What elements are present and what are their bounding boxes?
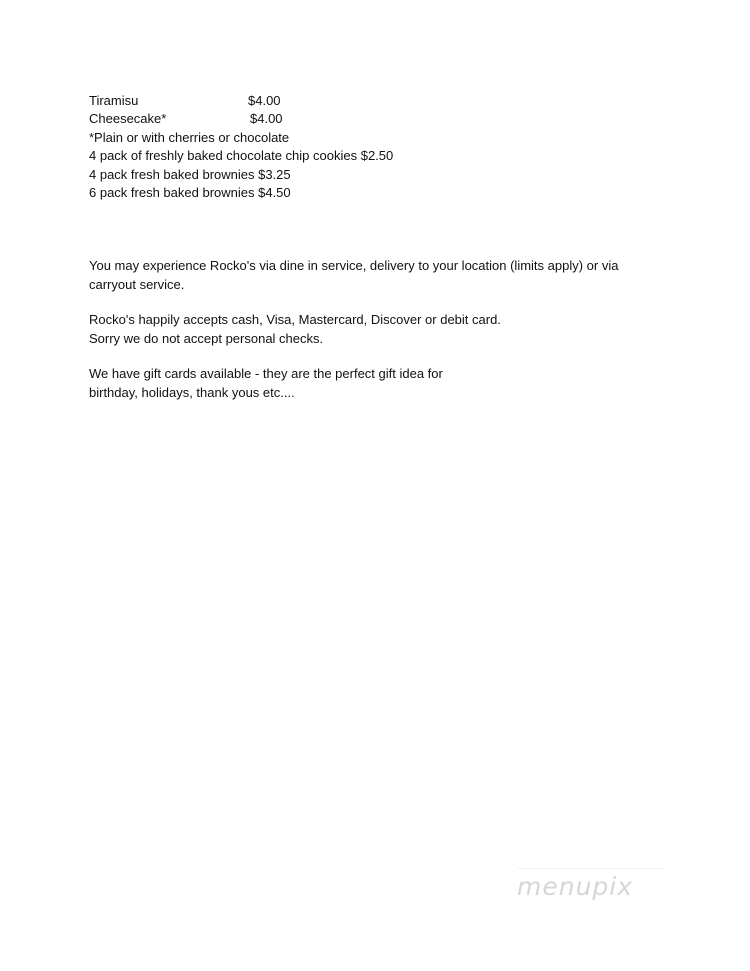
watermark-divider xyxy=(517,868,663,870)
menu-note: *Plain or with cherries or chocolate xyxy=(89,129,290,145)
menu-item-price: $4.00 xyxy=(248,93,281,108)
watermark-logo-text: menupix xyxy=(517,872,634,901)
menu-item-name: Tiramisu xyxy=(89,93,139,108)
menu-item: 4 pack of freshly baked chocolate chip cookies $2.50 xyxy=(89,148,394,164)
text-line: We have gift cards available - they are the perfect gift idea for xyxy=(89,366,443,382)
restaurant-info xyxy=(89,257,649,420)
payment-paragraph xyxy=(89,311,649,348)
text-line: carryout service. xyxy=(89,276,185,292)
text-line: birthday, holidays, thank yous etc.... xyxy=(89,384,295,400)
menu-item-name: Cheesecake* xyxy=(89,111,167,127)
menu-item-price: $4.00 xyxy=(250,111,283,127)
text-line: Sorry we do not accept personal checks. xyxy=(89,330,324,346)
menupix-watermark xyxy=(517,868,667,908)
menu-item xyxy=(89,92,393,110)
text-line: You may experience Rocko's via dine in service, delivery to your location (limits apply) or via xyxy=(89,258,619,273)
menu-item: 4 pack fresh baked brownies $3.25 xyxy=(89,166,291,182)
menu-item xyxy=(89,110,393,128)
service-paragraph xyxy=(89,257,649,294)
gift-card-paragraph xyxy=(89,365,649,402)
text-line: Rocko's happily accepts cash, Visa, Mastercard, Discover or debit card. xyxy=(89,312,501,328)
menu-item: 6 pack fresh baked brownies $4.50 xyxy=(89,184,291,200)
dessert-menu xyxy=(89,92,393,202)
